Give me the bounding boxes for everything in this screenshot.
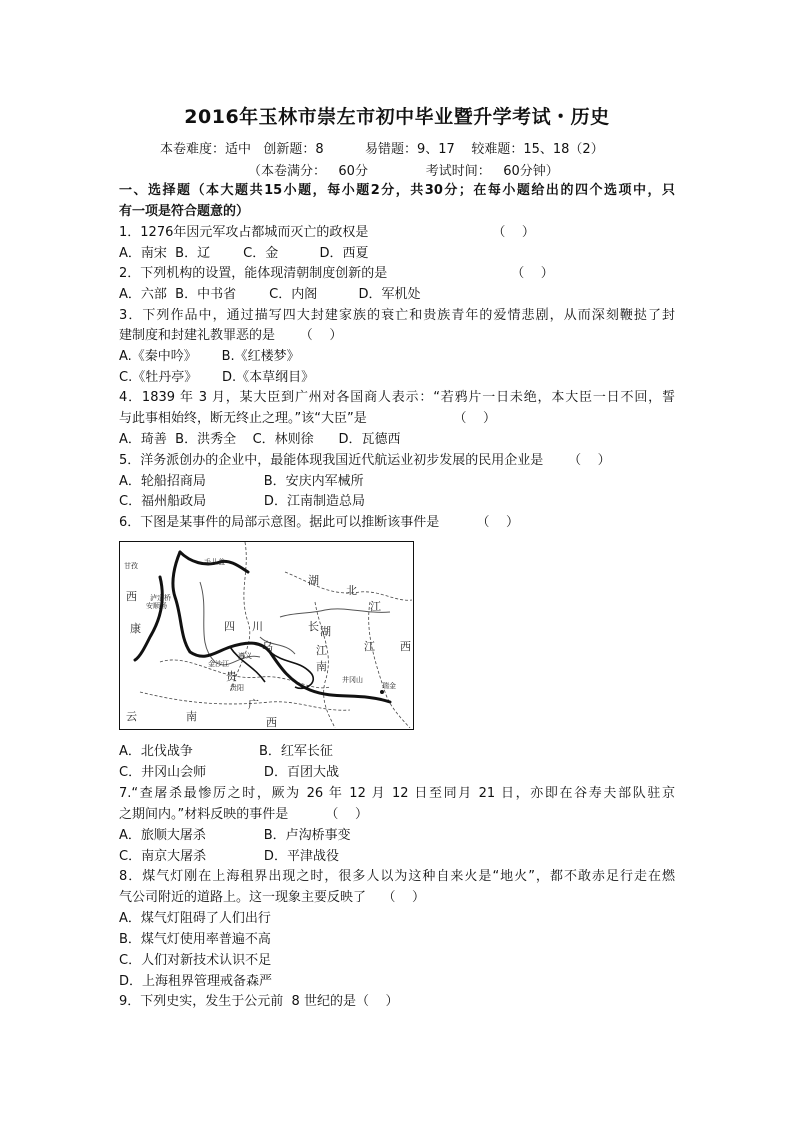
label-gui: 贵 <box>226 670 237 683</box>
route-west <box>135 577 162 660</box>
q8-stem: 8．煤气灯刚在上海租界出现之时，很多人以为这种自来火是“地火”，都不敢赤足行走在燃 <box>119 869 675 884</box>
label-jiang-e: 江 <box>370 600 381 613</box>
place-ganzi: 甘孜 <box>124 562 138 570</box>
label-guangxi-1: 广 <box>248 698 259 711</box>
label-jiangxi-2: 西 <box>400 640 411 653</box>
label-hunan-2: 南 <box>316 660 327 673</box>
boundary-line <box>140 692 350 710</box>
q6-stem: 6．下图是某事件的局部示意图。据此可以推断该事件是 （ ） <box>119 515 519 530</box>
q8-stem-cont: 气公司附近的道路上。这一现象主要反映了 （ ） <box>119 890 426 905</box>
q7-stem: 7.“查屠杀最惨厉之时，厥为 26 年 12 月 12 日至同月 21 日，亦即在谷寿夫部队驻京 <box>119 786 675 801</box>
q5-options-ab: A．轮船招商局 B．安庆内军械所 <box>119 474 364 489</box>
label-hubei-2: 北 <box>346 584 357 597</box>
place-guiyang: 贵阳 <box>230 684 244 692</box>
q5-stem: 5．洋务派创办的企业中，最能体现我国近代航运业初步发展的民用企业是 （ ） <box>119 453 611 468</box>
q4-stem-cont: 与此事相始终，断无终止之理。”该“大臣”是 （ ） <box>119 411 497 426</box>
place-luding: 泸定桥 <box>150 594 171 602</box>
label-yun-1: 云 <box>126 710 137 723</box>
label-chang: 长 <box>308 620 319 633</box>
place-maoergai: 毛儿盖 <box>204 558 225 566</box>
section-heading-cont: 有一项是符合题意的） <box>119 204 250 219</box>
label-wu: 乌 <box>262 640 273 653</box>
place-jinggangshan: 井冈山 <box>342 676 363 684</box>
exam-title: 2016年玉林市崇左市初中毕业暨升学考试・历史 <box>184 106 610 128</box>
long-march-map <box>119 541 414 730</box>
q3-stem-cont: 建制度和封建礼教罪恶的是 （ ） <box>119 328 343 343</box>
q3-stem: 3．下列作品中，通过描写四大封建家族的衰亡和贵族青年的爱情悲剧，从而深刻鞭挞了封 <box>119 308 675 323</box>
q6-options-cd: C．井冈山会师 D．百团大战 <box>119 765 339 780</box>
route-loop <box>270 652 313 688</box>
label-sichuan-2: 川 <box>252 620 263 633</box>
label-jiang-w: 江 <box>316 644 327 657</box>
boundary-line <box>369 602 410 728</box>
map-figure <box>120 542 412 728</box>
place-ruijin: 瑞金 <box>382 682 396 690</box>
q8-option-c: C．人们对新技术认识不足 <box>119 953 272 968</box>
q1-stem: 1．1276年因元军攻占都城而灭亡的政权是 （ ） <box>119 225 535 240</box>
label-guangxi-2: 西 <box>266 716 277 728</box>
ruijin-marker <box>380 690 384 694</box>
label-xikang-1: 西 <box>126 590 137 603</box>
place-jinsha: 金沙江 <box>208 660 229 668</box>
exam-score-time-info: （本卷满分： 60分 考试时间： 60分钟） <box>248 164 559 179</box>
q2-options: A．六部 B．中书省 C．内阁 D．军机处 <box>119 287 421 302</box>
q9-stem: 9．下列史实，发生于公元前 8 世纪的是（ ） <box>119 994 399 1009</box>
q8-option-a: A．煤气灯阻碍了人们出行 <box>119 911 271 926</box>
exam-difficulty-info: 本卷难度：适中 创新题：8 易错题：9、17 较难题：15、18（2） <box>160 142 604 157</box>
place-zunyi: 遵义 <box>238 652 252 660</box>
q6-options-ab: A．北伐战争 B．红军长征 <box>119 744 333 759</box>
label-jiangxi-1: 江 <box>364 640 375 653</box>
q1-options: A．南宋 B．辽 C．金 D．西夏 <box>119 246 369 261</box>
q4-options: A．琦善 B．洪秀全 C．林则徐 D．瓦德西 <box>119 432 401 447</box>
label-sichuan-1: 四 <box>224 620 235 633</box>
q4-stem: 4．1839 年 3 月，某大臣到广州对各国商人表示：“若鸦片一日未绝，本大臣一日不回，誓 <box>119 390 675 405</box>
q3-options-cd: C.《牡丹亭》 D.《本草纲目》 <box>119 370 315 385</box>
q7-options-cd: C．南京大屠杀 D．平津战役 <box>119 849 339 864</box>
label-hunan-1: 湖 <box>320 625 331 638</box>
boundary-line <box>160 660 330 688</box>
q8-option-b: B．煤气灯使用率普遍不高 <box>119 932 271 947</box>
label-hubei-1: 湖 <box>308 574 319 587</box>
section-heading: 一、选择题（本大题共15小题，每小题2分，共30分；在每小题给出的四个选项中，只 <box>119 183 675 198</box>
q7-options-ab: A．旅顺大屠杀 B．卢沟桥事变 <box>119 828 351 843</box>
label-xikang-2: 康 <box>130 622 141 635</box>
q7-stem-cont: 之期间内。”材料反映的事件是 （ ） <box>119 807 368 822</box>
q8-option-d: D．上海租界管理戒备森严 <box>119 974 273 989</box>
q5-options-cd: C．福州船政局 D．江南制造总局 <box>119 494 365 509</box>
q2-stem: 2．下列机构的设置，能体现清朝制度创新的是 （ ） <box>119 266 554 281</box>
q3-options-ab: A.《秦中吟》 B.《红楼梦》 <box>119 349 300 364</box>
label-yun-2: 南 <box>186 710 197 723</box>
place-anshunchang: 安顺场 <box>146 602 167 610</box>
